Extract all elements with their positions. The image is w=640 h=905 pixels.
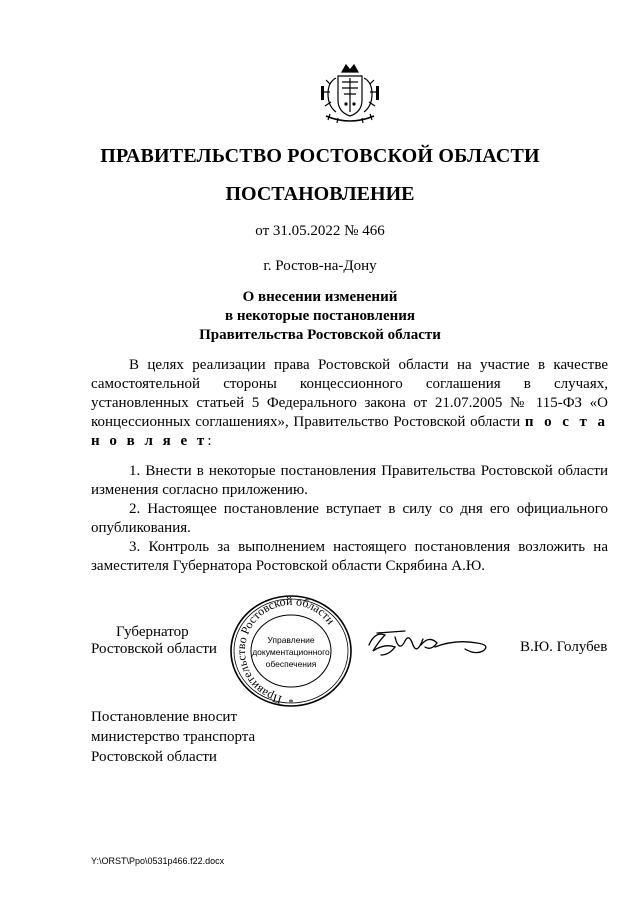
- submitted-by: [91, 707, 255, 767]
- subject-line-3: Правительства Ростовской области: [199, 327, 441, 343]
- subject-line-2: в некоторые постановления: [224, 308, 416, 324]
- stamp-ring-text: Правительство Ростовской области: [233, 593, 338, 707]
- stamp-center-line-1: Управление: [267, 635, 315, 645]
- item-2-text: 2. Настоящее постановление вступает в силу со дня его официального опубликования.: [91, 501, 608, 536]
- item-3-text: 3. Контроль за выполнением настоящего постановления возложить на заместителя Губернатора Ростовской области Скрябина А.Ю.: [91, 539, 608, 574]
- city-line: г. Ростов-на-Дону: [263, 258, 377, 274]
- org-title: ПРАВИТЕЛЬСТВО РОСТОВСКОЙ ОБЛАСТИ: [100, 145, 540, 167]
- coat-of-arms-emblem: [316, 62, 384, 128]
- date-number-line: от 31.05.2022 № 466: [255, 223, 385, 239]
- decree-colon: :: [207, 433, 212, 449]
- signatory-position-line-1: Губернатор: [116, 624, 189, 640]
- preamble-paragraph: [91, 356, 608, 451]
- item-2: [91, 500, 608, 538]
- item-1-text: 1. Внести в некоторые постановления Правительства Ростовской области изменения согласно приложению.: [91, 463, 608, 498]
- submitted-by-line-2: министерство транспорта: [91, 729, 256, 745]
- subject-heading: [0, 288, 640, 345]
- preamble-text: В целях реализации права Ростовской области на участие в качестве самостоятельной стороны концессионного соглашения в случаях, установленных статьей 5 Федерального закона от 21.07.2005 № 115-ФЗ «О концессионных соглашениях», Правительство Ростовской области: [91, 357, 608, 430]
- handwritten-signature: [365, 625, 495, 665]
- item-1: [91, 462, 608, 500]
- stamp-star: *: [288, 698, 294, 709]
- subject-line-1: О внесении изменений: [242, 289, 398, 305]
- signatory-position-line-2: Ростовской области: [91, 641, 217, 657]
- submitted-by-line-3: Ростовской области: [91, 749, 217, 765]
- item-3: [91, 538, 608, 576]
- stamp-center-line-2: документационного: [252, 647, 330, 657]
- file-path-footer: Y:\ORST\Ppo\0531p466.f22.docx: [91, 856, 225, 866]
- decree-word: п о с т а н о в л я е т: [91, 414, 608, 449]
- doc-type-title: ПОСТАНОВЛЕНИЕ: [225, 183, 415, 205]
- submitted-by-line-1: Постановление вносит: [91, 709, 238, 725]
- stamp-center-line-3: обеспечения: [265, 659, 317, 669]
- official-stamp: [227, 593, 355, 713]
- signatory-name: В.Ю. Голубев: [520, 639, 608, 655]
